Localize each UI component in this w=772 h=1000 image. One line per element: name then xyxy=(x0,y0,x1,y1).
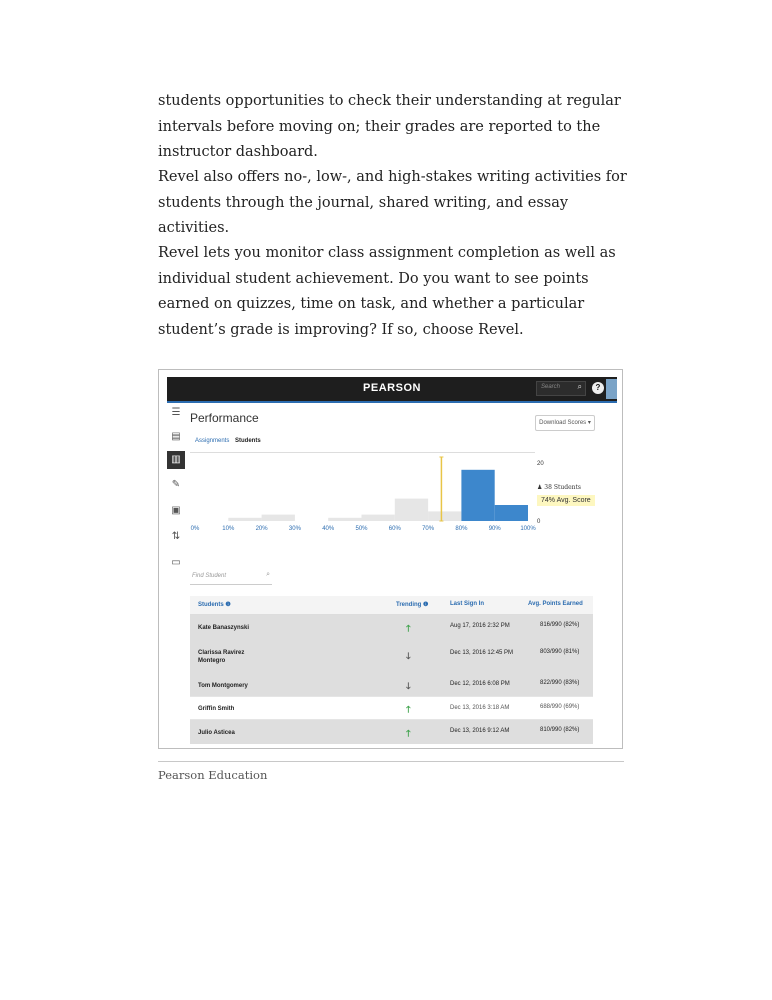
x-tick-label: 30% xyxy=(288,526,301,532)
download-scores-button[interactable]: Download Scores ▾ xyxy=(535,415,595,431)
trend-up-icon: 🡑 xyxy=(406,728,411,738)
table-row[interactable] xyxy=(190,720,593,744)
avg-points: 803/990 (81%) xyxy=(540,649,580,655)
table-header xyxy=(190,596,593,615)
y-tick-label: 20 xyxy=(537,461,544,467)
search-icon[interactable]: ⌕ xyxy=(266,571,270,578)
histogram-bar[interactable] xyxy=(428,511,461,521)
tab-students[interactable]: Students xyxy=(235,438,261,444)
trend-up-icon: 🡑 xyxy=(406,704,411,714)
menu-icon[interactable]: ☰ xyxy=(171,407,181,418)
student-count-legend: ♟ 38 Students xyxy=(537,484,581,491)
header-last-sign-in[interactable]: Last Sign In xyxy=(450,601,485,607)
avg-points: 822/990 (83%) xyxy=(540,680,580,686)
x-tick-label: 100% xyxy=(520,526,536,532)
sort-icon[interactable]: ⇅ xyxy=(171,531,181,542)
table-row[interactable] xyxy=(190,696,593,720)
x-tick-label: 40% xyxy=(322,526,335,532)
x-tick-label: 80% xyxy=(455,526,468,532)
help-icon[interactable]: ? xyxy=(592,382,604,394)
table-row[interactable] xyxy=(190,673,593,696)
header-avg-points[interactable]: Avg. Points Earned xyxy=(528,601,583,607)
revel-app xyxy=(167,377,617,742)
trend-down-icon: 🡓 xyxy=(406,651,411,661)
last-sign-in: Aug 17, 2016 2:32 PM xyxy=(450,623,510,629)
search-input[interactable] xyxy=(536,381,586,396)
histogram-bar[interactable] xyxy=(395,499,428,521)
histogram-bar[interactable] xyxy=(262,515,295,521)
x-tick-label: 90% xyxy=(488,526,501,532)
student-count-text: 38 Students xyxy=(544,484,581,491)
x-tick-label: 70% xyxy=(422,526,435,532)
avg-points: 688/990 (69%) xyxy=(540,704,580,710)
trend-down-icon: 🡓 xyxy=(406,681,411,691)
table-row[interactable] xyxy=(190,615,593,639)
folder-icon[interactable]: ▭ xyxy=(171,557,181,568)
paragraph-2: Revel also offers no-, low-, and high-stakes writing activities for students through the journal, shared writing, and essay activities. xyxy=(158,169,627,236)
book-icon[interactable]: ▣ xyxy=(171,505,181,516)
histogram-bar[interactable] xyxy=(228,518,261,521)
document-icon[interactable]: ▤ xyxy=(171,431,181,442)
student-name[interactable]: Tom Montgomery xyxy=(198,683,248,689)
histogram-bar[interactable] xyxy=(362,515,395,521)
avg-score-legend: 74% Avg. Score xyxy=(537,495,595,506)
header-students[interactable]: Students ❶ xyxy=(198,602,231,608)
x-tick-label: 50% xyxy=(355,526,368,532)
search-placeholder: Search xyxy=(541,384,561,390)
student-name[interactable]: Griffin Smith xyxy=(198,706,235,712)
header-trending[interactable]: Trending ❶ xyxy=(396,602,429,608)
figure-caption: Pearson Education xyxy=(158,768,268,782)
find-student-placeholder: Find Student xyxy=(192,573,227,579)
last-sign-in: Dec 12, 2016 6:08 PM xyxy=(450,681,510,687)
histogram-bar[interactable] xyxy=(328,518,361,521)
x-tick-label: 20% xyxy=(255,526,268,532)
last-sign-in: Dec 13, 2016 9:12 AM xyxy=(450,728,510,734)
tab-divider xyxy=(190,452,535,453)
last-sign-in: Dec 13, 2016 12:45 PM xyxy=(450,650,514,656)
search-icon[interactable]: ⌕ xyxy=(577,382,582,391)
top-bar xyxy=(167,377,617,403)
histogram-bar[interactable] xyxy=(495,505,528,521)
pencil-icon[interactable]: ✎ xyxy=(171,479,181,490)
avatar[interactable] xyxy=(606,379,617,399)
trend-up-icon: 🡑 xyxy=(406,623,411,633)
paragraph-1: students opportunities to check their understanding at regular intervals before moving on; their grades are reported to the instructor dashboard. xyxy=(158,93,621,160)
last-sign-in: Dec 13, 2016 3:18 AM xyxy=(450,705,510,711)
table-row[interactable] xyxy=(190,639,593,673)
histogram-bar[interactable] xyxy=(461,470,494,521)
avg-points: 816/990 (82%) xyxy=(540,622,580,628)
screenshot-figure xyxy=(158,369,623,749)
x-tick-label: 10% xyxy=(222,526,235,532)
paragraph-3: Revel lets you monitor class assignment completion as well as individual student achievement. Do you want to see points earned on quizzes, time on task, and whether a particular student’s grade is improving? If so, choose Revel. xyxy=(158,245,616,338)
find-student-input[interactable] xyxy=(190,570,272,585)
page-title: Performance xyxy=(190,411,259,425)
score-distribution-chart xyxy=(190,455,590,543)
bar-chart-icon[interactable]: ▥ xyxy=(167,451,185,469)
student-name[interactable]: Julio Asticea xyxy=(198,730,235,736)
sidebar xyxy=(167,404,185,584)
tab-assignments[interactable]: Assignments xyxy=(195,438,230,444)
caption-divider xyxy=(158,761,624,762)
student-name[interactable]: Kate Banaszynski xyxy=(198,625,250,631)
y-tick-label: 0 xyxy=(537,519,541,525)
brand-logo: PEARSON xyxy=(363,382,421,394)
student-name[interactable]: Clarissa Ravirez Montegro xyxy=(198,650,245,664)
x-tick-label: 60% xyxy=(388,526,401,532)
x-tick-label: 0% xyxy=(190,526,200,532)
avg-points: 810/990 (82%) xyxy=(540,727,580,733)
